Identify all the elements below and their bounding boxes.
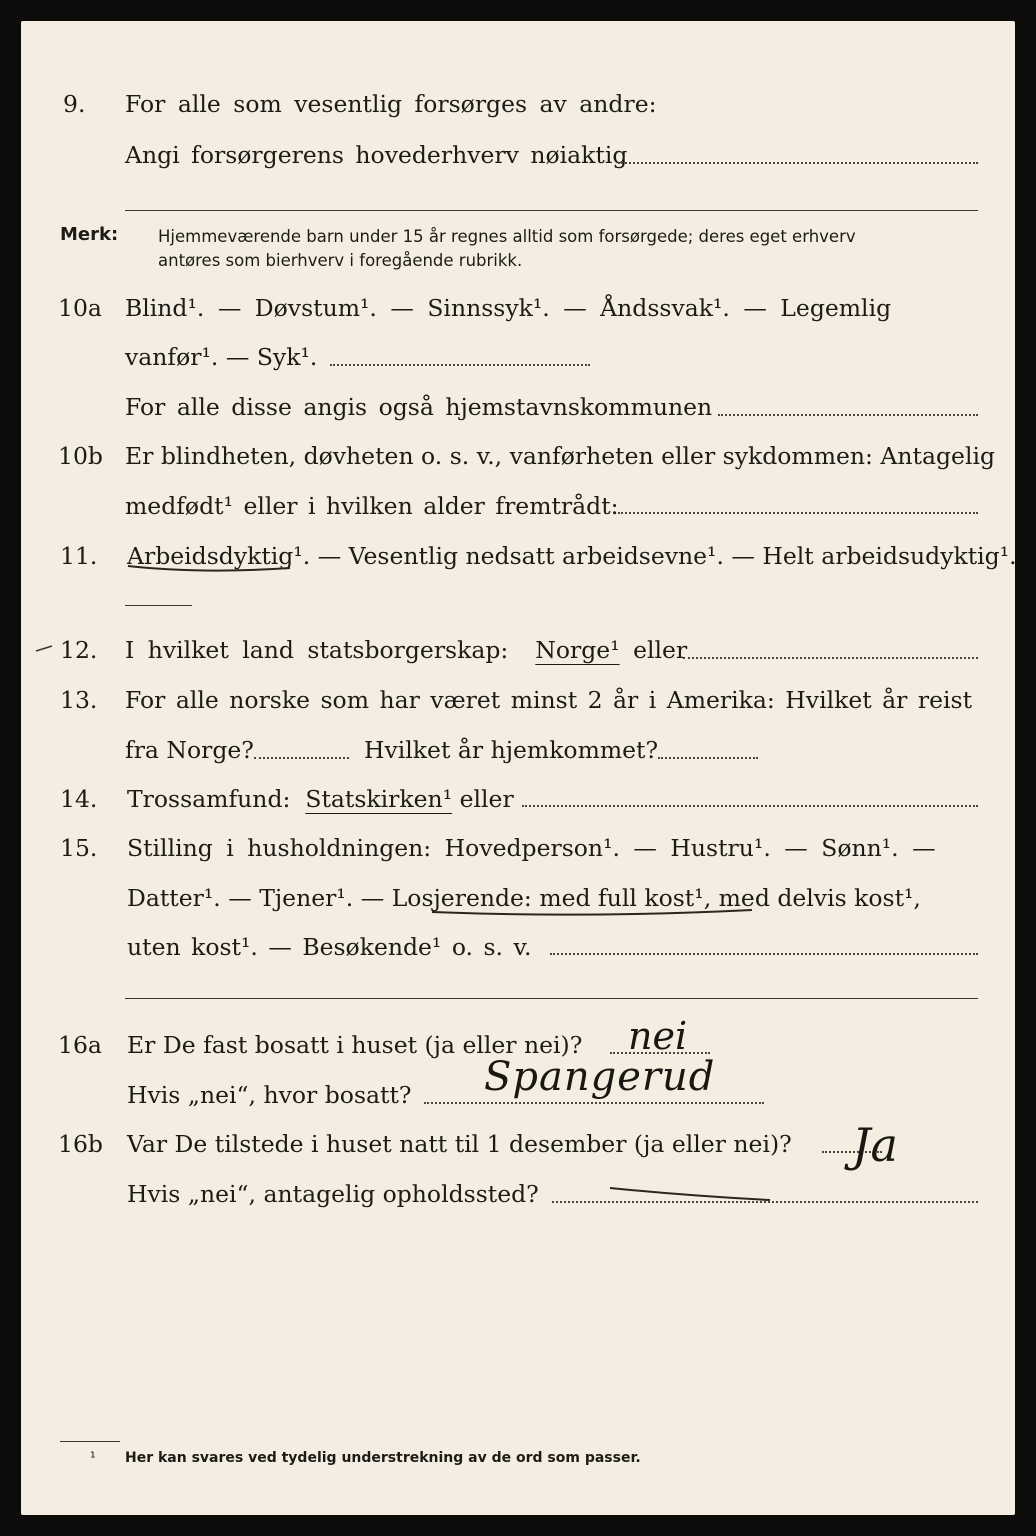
footnote-text: Her kan svares ved tydelig understrekning av de ord som passer.: [125, 1450, 641, 1466]
q11-option-arbeidsdyktig[interactable]: Arbeidsdyktig¹: [127, 542, 303, 570]
q11-number: 11.: [60, 542, 98, 570]
q14-option-statskirken[interactable]: Statskirken¹: [305, 785, 453, 813]
q16b-number: 16b: [58, 1130, 103, 1158]
merk-line2: antøres som bierhverv i foregående rubrikk.: [158, 251, 523, 270]
q16a-handwritten-bosatt[interactable]: Spangerud: [484, 1054, 716, 1100]
q10a-number: 10a: [58, 294, 102, 322]
q12-number: 12.: [60, 636, 98, 664]
q9-line1: For alle som vesentlig forsørges av andre:: [125, 90, 657, 118]
q15-option-losjerende[interactable]: Losjerende: med full kost¹: [391, 884, 704, 912]
q10b-line2: medfødt¹ eller i hvilken alder fremtrådt:: [125, 492, 619, 520]
q11-rest: . — Vesentlig nedsatt arbeidsevne¹. — Helt arbeidsudyktig¹.: [302, 542, 1017, 570]
q16a-line1: Er De fast bosatt i huset (ja eller nei)?: [127, 1031, 583, 1059]
q16a-number: 16a: [58, 1031, 102, 1059]
q11-underline-mark: [128, 566, 290, 571]
q12-margin-tick: [36, 646, 52, 651]
q10a-line1: Blind¹. — Døvstum¹. — Sinnssyk¹. — Åndssvak¹. — Legemlig: [125, 294, 892, 322]
q13-number: 13.: [60, 686, 98, 714]
q15-line2a: Datter¹. — Tjener¹. —: [127, 884, 385, 912]
q14-number: 14.: [60, 785, 98, 813]
footnote-mark: ¹: [90, 1450, 96, 1466]
merk-line1: Hjemmeværende barn under 15 år regnes alltid som forsørgede; deres eget erhverv: [158, 227, 856, 246]
q15-line3: uten kost¹. — Besøkende¹ o. s. v.: [127, 933, 532, 961]
q16b-handwritten-answer[interactable]: Ja: [852, 1118, 898, 1172]
merk-label: Merk:: [60, 224, 119, 245]
q10b-number: 10b: [58, 442, 103, 470]
q12-prompt: I hvilket land statsborgerskap:: [125, 636, 509, 664]
q12-option-norge[interactable]: Norge¹: [535, 636, 620, 664]
q9-number: 9.: [63, 90, 86, 118]
q13-line1: For alle norske som har været minst 2 år i Amerika: Hvilket år reist: [125, 686, 973, 714]
q9-line2: Angi forsørgerens hovederhverv nøiaktig: [125, 141, 628, 169]
q15-line2c: , med delvis kost¹,: [703, 884, 921, 912]
q16b-pencil-stroke: [610, 1188, 770, 1200]
q10a-line3: For alle disse angis også hjemstavnskommunen: [125, 393, 713, 421]
q10b-line1: Er blindheten, døvheten o. s. v., vanførheten eller sykdommen: Antagelig: [125, 442, 996, 470]
q16b-line1: Var De tilstede i huset natt til 1 desember (ja eller nei)?: [127, 1130, 792, 1158]
q15-underline-mark: [432, 910, 752, 915]
q16b-line2: Hvis „nei“, antagelig opholdssted?: [127, 1180, 539, 1208]
q16a-line2: Hvis „nei“, hvor bosatt?: [127, 1081, 412, 1109]
q14-eller: eller: [459, 785, 514, 813]
q13-line2a: fra Norge?: [125, 736, 254, 764]
q15-number: 15.: [60, 834, 98, 862]
q14-prompt: Trossamfund:: [127, 785, 291, 813]
q10a-line2: vanfør¹. — Syk¹.: [125, 343, 318, 371]
q13-line2b: Hvilket år hjemkommet?: [364, 736, 659, 764]
q12-eller: eller: [633, 636, 688, 664]
q15-line1: Stilling i husholdningen: Hovedperson¹. — Hustru¹. — Sønn¹. —: [127, 834, 936, 862]
q16a-handwritten-answer[interactable]: nei: [628, 1014, 688, 1058]
